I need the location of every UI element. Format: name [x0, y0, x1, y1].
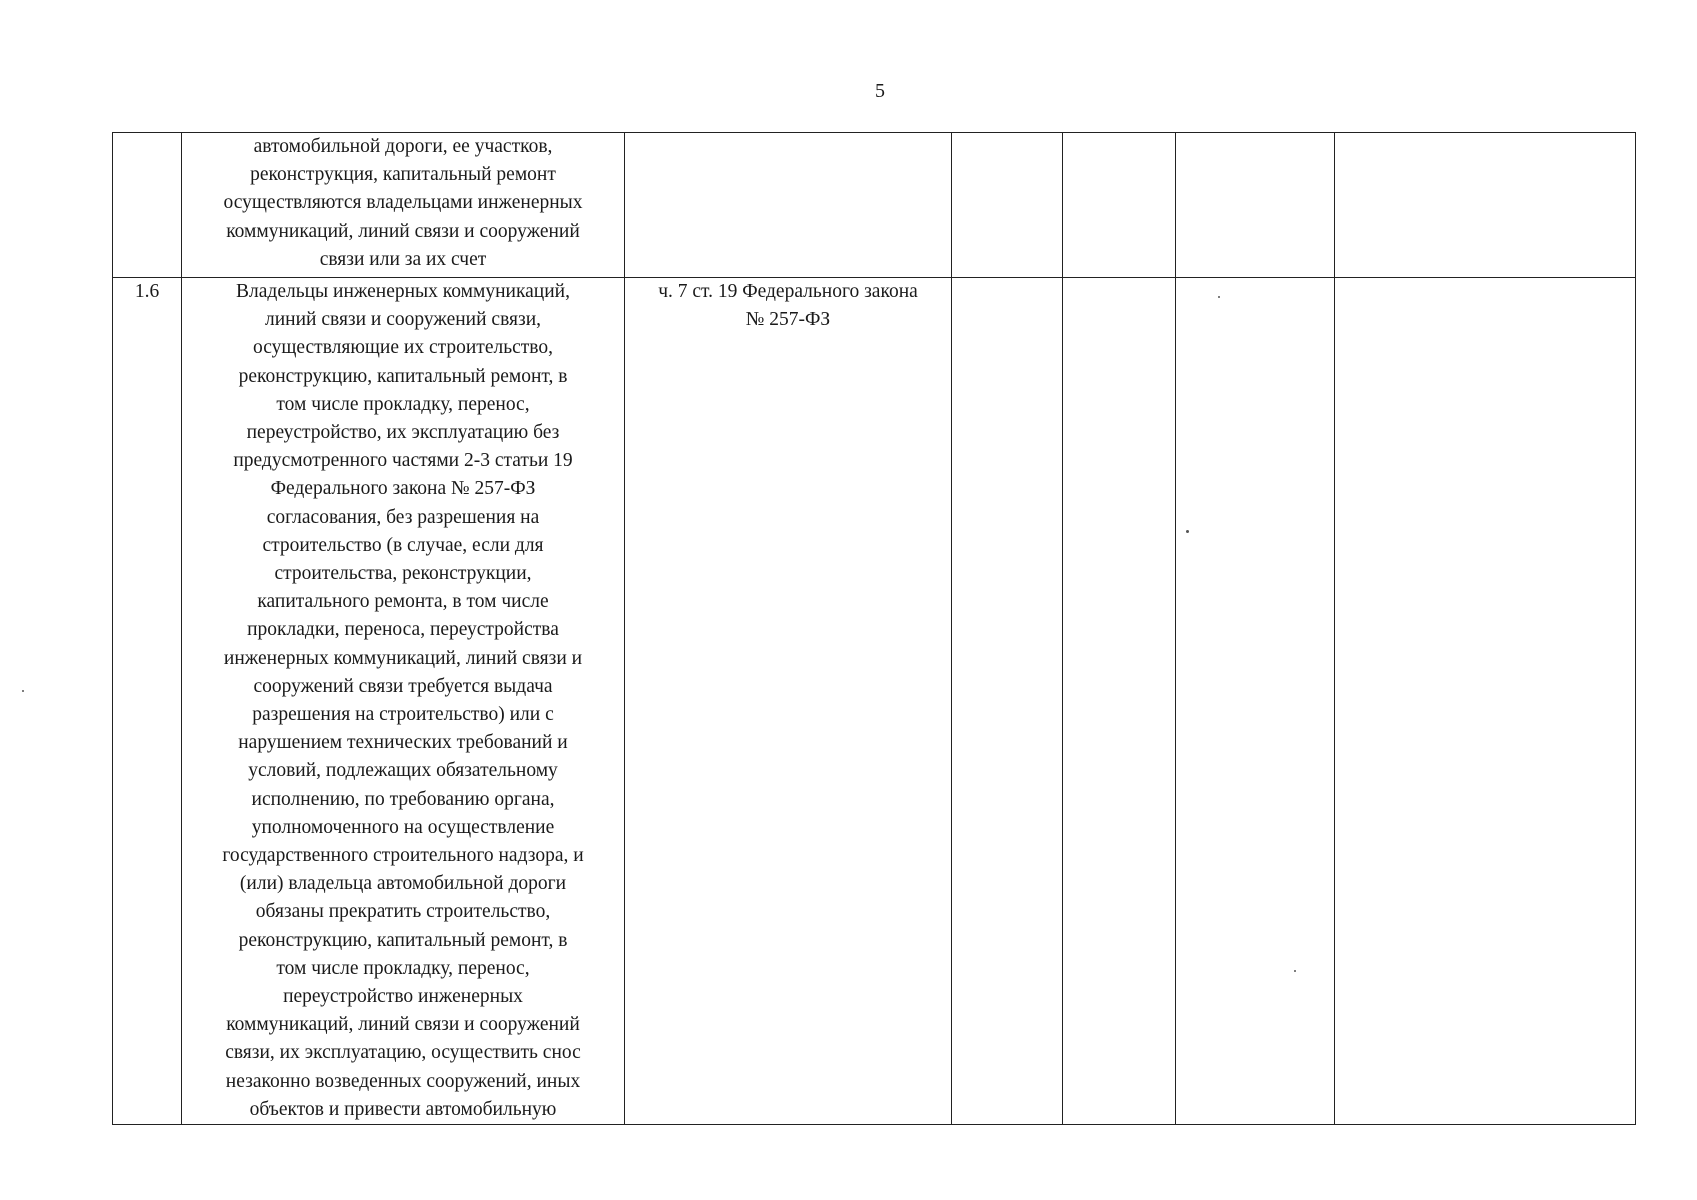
text-line: переустройство, их эксплуатацию без — [246, 422, 560, 444]
text-line: сооружений связи требуется выдача — [253, 675, 553, 697]
row-number-cell — [113, 133, 182, 278]
text-line: переустройство инженерных — [283, 986, 523, 1008]
text-line: линий связи и сооружений связи, — [264, 309, 542, 331]
row-number-cell: 1.6 — [113, 278, 182, 1125]
text-line: обязаны прекратить строительство, — [255, 901, 551, 923]
text-line: № 257-ФЗ — [745, 309, 831, 331]
requirement-cell — [182, 133, 625, 278]
text-line: строительства, реконструкции, — [274, 563, 532, 585]
requirement-cell — [182, 278, 625, 1125]
text-line: ч. 7 ст. 19 Федерального закона — [658, 281, 918, 302]
text-line: реконструкция, капитальный ремонт — [250, 164, 556, 186]
text-line: разрешения на строительство) или с — [252, 704, 554, 726]
text-line: уполномоченного на осуществление — [251, 816, 555, 838]
text-line: том числе прокладку, перенос, — [276, 393, 530, 415]
text-line: (или) владельца автомобильной дороги — [239, 873, 567, 895]
scan-speck — [1294, 970, 1296, 972]
page-number: 5 — [875, 80, 885, 102]
requirements-table — [112, 132, 1636, 1125]
text-line: осуществляющие их строительство, — [252, 337, 553, 359]
empty-cell — [952, 278, 1063, 1125]
text-line: условий, подлежащих обязательному — [248, 760, 558, 782]
text-line: незаконно возведенных сооружений, иных — [225, 1070, 581, 1092]
text-line: автомобильной дороги, ее участков, — [253, 136, 553, 157]
table-row — [113, 133, 1636, 278]
text-line: объектов и привести автомобильную — [249, 1098, 557, 1120]
empty-cell — [1176, 133, 1335, 278]
text-line: том числе прокладку, перенос, — [276, 957, 530, 979]
empty-cell — [1176, 278, 1335, 1125]
text-line: связи или за их счет — [319, 248, 487, 270]
text-line: капитального ремонта, в том числе — [257, 591, 549, 613]
text-line: Федерального закона № 257-ФЗ — [270, 478, 536, 500]
text-line: предусмотренного частями 2-3 статьи 19 — [233, 450, 573, 472]
empty-cell — [952, 133, 1063, 278]
legal-reference-cell — [625, 133, 952, 278]
table-row — [113, 278, 1636, 1125]
text-line: коммуникаций, линий связи и сооружений — [226, 1014, 580, 1036]
text-line: инженерных коммуникаций, линий связи и — [223, 647, 583, 669]
text-line: осуществляются владельцами инженерных — [223, 192, 583, 214]
text-line: согласования, без разрешения на — [266, 506, 540, 528]
text-line: реконструкцию, капитальный ремонт, в — [238, 929, 568, 951]
empty-cell — [1335, 278, 1636, 1125]
empty-cell — [1335, 133, 1636, 278]
text-line: связи, их эксплуатацию, осуществить снос — [225, 1042, 581, 1064]
text-line: строительство (в случае, если для — [262, 534, 544, 556]
text-line: прокладки, переноса, переустройства — [247, 619, 559, 641]
scan-speck — [1186, 530, 1189, 533]
text-line: коммуникаций, линий связи и сооружений — [226, 220, 580, 242]
text-line: реконструкцию, капитальный ремонт, в — [238, 365, 568, 387]
legal-reference-cell — [625, 278, 952, 1125]
scan-speck — [1218, 296, 1220, 298]
empty-cell — [1063, 278, 1176, 1125]
empty-cell — [1063, 133, 1176, 278]
scan-speck — [22, 690, 24, 692]
text-line: государственного строительного надзора, и — [222, 845, 584, 867]
text-line: исполнению, по требованию органа, — [251, 788, 555, 810]
text-line: Владельцы инженерных коммуникаций, — [236, 281, 570, 302]
text-line: нарушением технических требований и — [238, 732, 568, 754]
